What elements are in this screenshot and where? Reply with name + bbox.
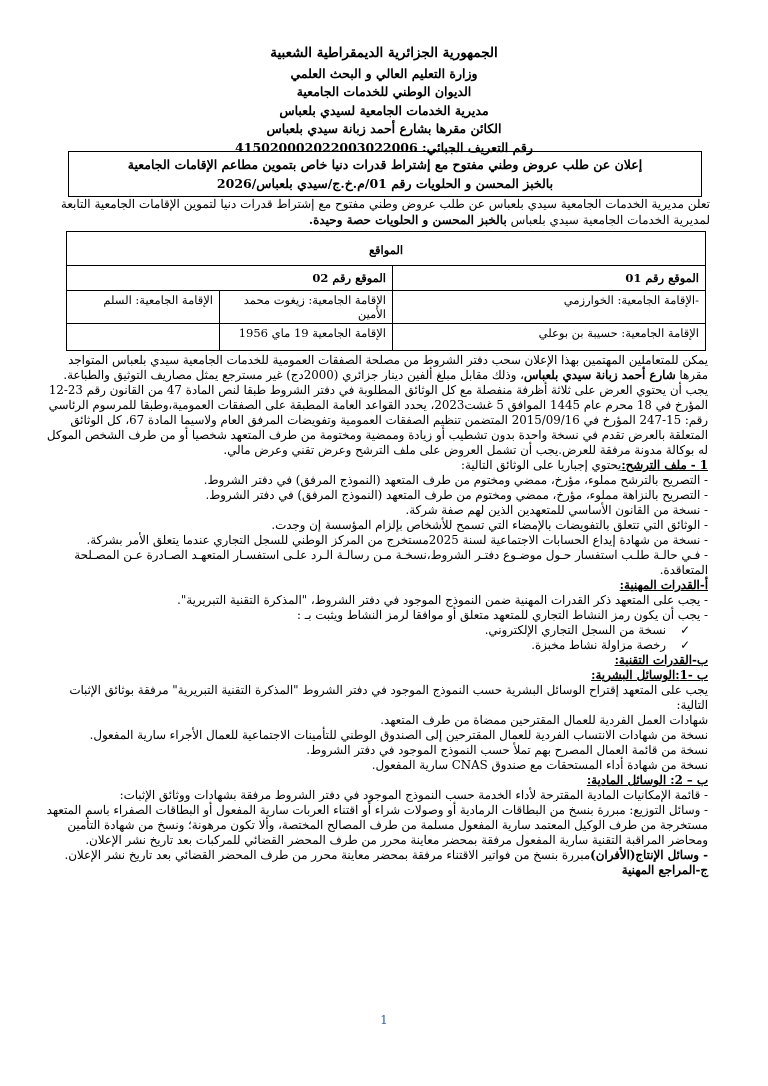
letterhead — [100, 44, 668, 157]
candidacy-item: - فـي حالـة طلـب استفسار حـول موضـوع دفتـر الشروط،نسخـة مـن رسالـة الـرد علـى استفسـار المتعهـد الصـادرة عـن المصـلحة المتعاقدة. — [74, 548, 708, 577]
site-1-residence-2: الإقامة الجامعية: حسيبة بن بوعلي — [393, 324, 706, 351]
site-2-title: الموقع رقم 02 — [67, 266, 393, 291]
announcement-body — [42, 353, 708, 878]
announcement-title-box — [68, 151, 702, 197]
candidacy-item: - التصريح بالترشح مملوء، مؤرخ، ممضي ومختوم من طرف المتعهد (النموذج المرفق) في دفتر الشروط. — [203, 473, 708, 487]
professional-capacity-heading: أ-القدرات المهنية: — [619, 578, 708, 592]
technical-capacity-heading: ب-القدرات التقنية: — [614, 653, 708, 667]
candidacy-heading: 1 - ملف الترشح: — [621, 458, 708, 472]
human-resources-item: نسخة من قائمة العمال المصرح بهم تملأ حسب النموذج الموجود في دفتر الشروط. — [306, 743, 708, 757]
site-2-residence-4 — [67, 324, 220, 351]
directorate-name: مديرية الخدمات الجامعية لسيدي بلعباس — [279, 102, 489, 118]
checklist-text: رخصة مزاولة نشاط مخبزة. — [531, 638, 666, 652]
tax-id: رقم التعريف الجبائي: 415020002022003022006 — [235, 139, 533, 155]
material-resources-item: - قائمة الإمكانيات المادية المقترحة لأداء الخدمة حسب النموذج الموجود في دفتر الشروط مرفقة بشهادات ووثائق الإثبات: — [119, 788, 708, 802]
human-resources-intro: يجب على المتعهد إقتراح الوسائل البشرية حسب النموذج الموجود في دفتر الشروط "المذكرة التقنية التبريرية" مرفقة بوثائق الإثبات التالية: — [69, 683, 708, 712]
checklist-item — [42, 638, 708, 653]
site-2-residence-1: الإقامة الجامعية: زيغوت محمد الأمين — [220, 291, 393, 324]
sites-table — [66, 231, 706, 351]
intro-line-2 — [60, 212, 710, 228]
ministry-name: وزارة التعليم العالي و البحث العلمي — [290, 65, 478, 81]
withdrawal-text: يمكن للمتعاملين المهتمين بهذا الإعلان سحب دفتر الشروط من مصلحة الصفقات العمومية للخدمات الجامعية سيدي بلعباس المتواجد مقرها — [68, 353, 708, 382]
address: الكائن مقرها بشارع أحمد زبانة سيدي بلعباس — [266, 121, 502, 136]
checklist-item — [42, 623, 708, 638]
professional-capacity-item: - يجب أن يكون رمز النشاط التجاري للمتعهد متعلق أو موافقا لرمز النشاط ويثبت بـ : — [297, 608, 708, 622]
site-1-title: الموقع رقم 01 — [393, 266, 706, 291]
candidacy-item: - الوثائق التي تتعلق بالتفويضات بالإمضاء التي تسمح للأشخاص بإلزام المؤسسة إن وجدت. — [271, 518, 708, 532]
intro-lot: بالخبز المحسن و الحلويات حصة وحيدة. — [308, 213, 507, 227]
intro-paragraph — [60, 196, 710, 228]
section-candidacy — [42, 458, 708, 473]
title-line-2: بالخبز المحسن و الحلويات رقم 01/م.خ.ج/سيدي بلعباس/2026 — [216, 176, 554, 191]
site-1-residence-1: -الإقامة الجامعية: الخوارزمي — [393, 291, 706, 324]
production-means-text: مبررة بنسخ من فواتير الاقتناء مرفقة بمحضر معاينة محرر من طرف المحضر القضائي بعد تاريخ نشر الإعلان. — [64, 848, 591, 862]
candidacy-item: - نسخة من شهادة إيداع الحسابات الاجتماعية لسنة 2025مستخرج من المركز الوطني للسجل التجاري عندما يتعلق الأمر بشركة. — [86, 533, 708, 547]
republic-name: الجمهورية الجزائرية الديمقراطية الشعبية — [270, 45, 498, 61]
professional-references-heading: ج-المراجع المهنية — [621, 863, 708, 877]
paragraph-withdrawal — [42, 353, 708, 383]
human-resources-item: شهادات العمل الفردية للعمال المقترحين ممضاة من طرف المتعهد. — [380, 713, 708, 727]
sites-table-header: المواقع — [67, 232, 706, 266]
material-resources-item: - وسائل التوزيع: مبررة بنسخ من البطاقات الرمادية أو وصولات شراء أو اقتناء العربات سارية المفعول أو البطاقات الصفراء باسم المتعهد مستخرجة من طرف الوكيل المعتمد سارية المفعول مسلمة من طرف المصالح المختصة، وألا تكون مرهونة؛ ونسخ من شهادة التأمين ومحاضر المراقبة التقنية سارية المفعول مرفقة بمحضر معاينة محرر من طرف المحضر القضائي للمركبات بعد تاريخ نشر الإعلان. — [46, 803, 708, 847]
checkmark-icon: ✓ — [680, 623, 690, 637]
candidacy-intro: يحتوي إجباريا على الوثائق التالية: — [461, 458, 622, 472]
candidacy-item: - نسخة من القانون الأساسي للمتعهدين الذين لهم صفة شركة. — [405, 503, 708, 517]
checkmark-icon: ✓ — [680, 638, 690, 652]
office-name: الديوان الوطني للخدمات الجامعية — [296, 84, 472, 99]
withdrawal-address: شارع أحمد زبانة سيدي بلعباس — [523, 368, 676, 382]
site-2-residence-3: الإقامة الجامعية 19 ماي 1956 — [220, 324, 393, 351]
human-resources-heading: ب -1:الوسائل البشرية: — [591, 668, 708, 682]
human-resources-item: نسخة من شهادات الانتساب الفردية للعمال المقترحين إلى الصندوق الوطني للتأمينات الاجتماعية للعمال الأجراء سارية المفعول. — [89, 728, 708, 742]
paragraph-envelopes: يجب أن يحتوي العرض على ثلاثة أظرفة منفصلة مع كل الوثائق المطلوبة في دفتر الشروط طبقا لنص المادة 47 من القانون رقم 23-12 المؤرخ في 18 محرم عام 1445 الموافق 5 غشت2023، يحدد القواعد العامة المطبقة على الصفقات العمومية،وطبقا للمرسوم الرئاسي رقم: 15-247 المؤرخ في 2015/09/16 المتضمن تنظيم الصفقات العمومية وتفويضات المرفق العام ولاسيما المادة 67، كل الوثائق المتعلقة بالعرض تقدم في نسخة واحدة بدون تشطيب أو زيادة وممضية ومختومة من طرف المتعهد شخصيا أو من طرف الشخص الموكل له بوكالة مدونة مرفقة للعرض.يجب أن تشمل العروض على ملف الترشح وعرض تقني وعرض مالي. — [46, 383, 708, 457]
material-resources-heading: ب – 2: الوسائل المادية: — [586, 773, 708, 787]
site-2-residence-2: الإقامة الجامعية: السلم — [67, 291, 220, 324]
human-resources-item: نسخة من شهادة أداء المستحقات مع صندوق CNAS سارية المفعول. — [371, 758, 708, 772]
professional-capacity-item: - يجب على المتعهد ذكر القدرات المهنية ضمن النموذج الموجود في دفتر الشروط، "المذكرة التقنية التبريرية". — [177, 593, 708, 607]
intro-text: لمديرية الخدمات الجامعية سيدي بلعباس — [506, 213, 710, 227]
production-means-label: - وسائل الإنتاج(الأفران) — [590, 848, 708, 862]
intro-line-1: تعلن مديرية الخدمات الجامعية سيدي بلعباس عن طلب عروض وطني مفتوح مع إشتراط قدرات دنيا لتموين الإقامات الجامعية التابعة — [60, 197, 710, 211]
title-line-1: إعلان عن طلب عروض وطني مفتوح مع إشتراط قدرات دنيا خاص بتموين مطاعم الإقامات الجامعية — [127, 157, 643, 172]
candidacy-item: - التصريح بالنزاهة مملوء، مؤرخ، ممضي ومختوم من طرف المتعهد (النموذج المرفق) في دفتر الشروط. — [205, 488, 708, 502]
page-number: 1 — [380, 1013, 388, 1027]
checklist-text: نسخة من السجل التجاري الإلكتروني. — [484, 623, 666, 637]
production-means-item — [42, 848, 708, 863]
withdrawal-fee: ، وذلك مقابل مبلغ ألفين دينار جزائري (2000دج) غير مسترجع يمثل مصاريف التوثيق والطباعة. — [63, 368, 524, 382]
